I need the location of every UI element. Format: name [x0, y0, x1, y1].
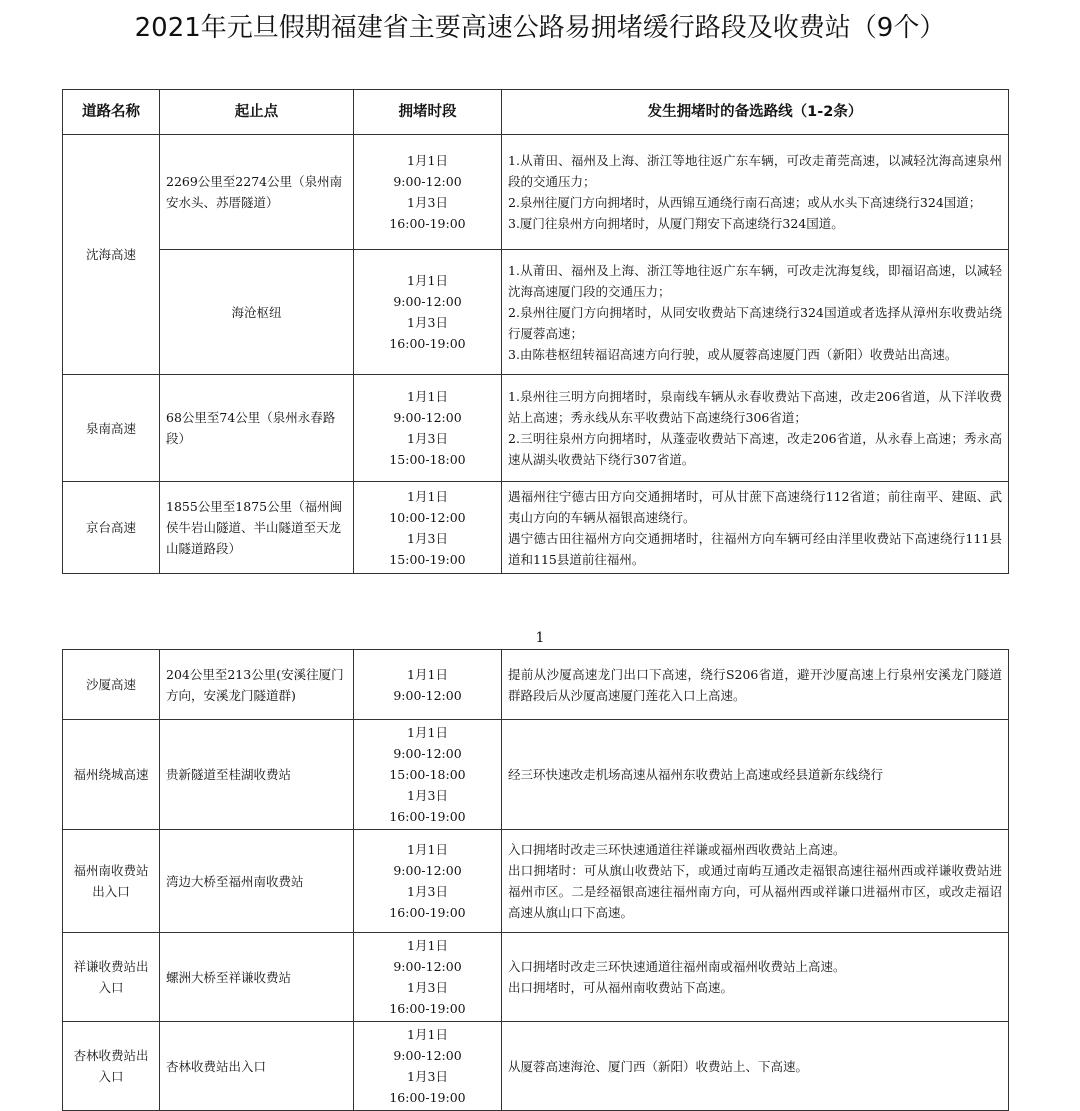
time-line: 9:00-12:00 [393, 294, 462, 309]
time-line: 1月1日 [407, 725, 448, 740]
time-line: 1月1日 [407, 389, 448, 404]
route-line: 2.泉州往厦门方向拥堵时，从西锦互通绕行南石高速；或从水头下高速绕行324国道； [508, 195, 982, 210]
table-row [63, 720, 1009, 830]
route-line: 入口拥堵时改走三环快速通道往祥谦或福州西收费站上高速。 [508, 842, 846, 857]
section-cell: 204公里至213公里(安溪往厦门方向，安溪龙门隧道群) [160, 650, 354, 720]
route-line: 提前从沙厦高速龙门出口下高速，绕行S206省道，避开沙厦高速上行泉州安溪龙门隧道群路段后从沙厦高速厦门莲花入口上高速。 [508, 666, 1002, 703]
time-line: 1月1日 [407, 1027, 448, 1042]
route-line: 经三环快速改走机场高速从福州东收费站上高速或经县道新东线绕行 [508, 767, 884, 782]
time-line: 1月1日 [407, 153, 448, 168]
road-name-cell: 祥谦收费站出入口 [63, 933, 160, 1022]
time-line: 1月1日 [407, 842, 448, 857]
time-line: 1月1日 [407, 938, 448, 953]
road-name-cell: 杏林收费站出入口 [63, 1022, 160, 1111]
alternate-route-cell [502, 830, 1009, 933]
alternate-route-cell [502, 482, 1009, 574]
alternate-route-cell [502, 375, 1009, 482]
time-line: 9:00-12:00 [393, 959, 462, 974]
time-line: 15:00-18:00 [389, 452, 466, 467]
time-line: 16:00-19:00 [389, 905, 466, 920]
time-line: 1月3日 [407, 530, 448, 546]
alternate-route-cell [502, 250, 1009, 375]
route-line: 从厦蓉高速海沧、厦门西（新阳）收费站上、下高速。 [508, 1058, 809, 1074]
alternate-route-cell [502, 650, 1009, 720]
header-road-name: 道路名称 [63, 90, 160, 135]
time-line: 1月1日 [407, 666, 448, 682]
road-name-cell: 泉南高速 [63, 375, 160, 482]
route-line: 2.三明往泉州方向拥堵时，从蓬壶收费站下高速，改走206省道，从永春上高速；秀永高速从湖头收费站下绕行307省道。 [508, 431, 1002, 467]
time-line: 16:00-19:00 [389, 1001, 466, 1016]
alternate-route-cell [502, 720, 1009, 830]
route-line: 3.由陈巷枢纽转福诏高速方向行驶，或从厦蓉高速厦门西（新阳）收费站出高速。 [508, 346, 958, 362]
time-line: 9:00-12:00 [393, 1048, 462, 1063]
table-row [63, 135, 1009, 250]
time-line: 9:00-12:00 [393, 746, 462, 761]
time-line: 1月3日 [407, 431, 448, 446]
time-line: 1月3日 [407, 195, 448, 210]
time-cell [354, 650, 502, 720]
time-line: 1月1日 [407, 273, 448, 288]
header-alternate-route: 发生拥堵时的备选路线（1-2条） [502, 90, 1009, 135]
route-line: 3.厦门往泉州方向拥堵时，从厦门翔安下高速绕行324国道。 [508, 216, 844, 231]
route-line: 1.从莆田、福州及上海、浙江等地往返广东车辆，可改走沈海复线，即福诏高速，以减轻沈海高速厦门段的交通压力； [508, 262, 1002, 299]
road-name-cell: 福州南收费站出入口 [63, 830, 160, 933]
table-header-row [63, 90, 1009, 135]
time-line: 16:00-19:00 [389, 809, 466, 824]
time-line: 15:00-18:00 [389, 767, 466, 782]
header-congestion-time: 拥堵时段 [354, 90, 502, 135]
section-cell: 海沧枢纽 [160, 250, 354, 375]
table-row [63, 830, 1009, 933]
congestion-table-part-2 [62, 649, 1009, 1111]
route-line: 2.泉州往厦门方向拥堵时，从同安收费站下高速绕行324国道或者选择从漳州东收费站绕行厦蓉高速； [508, 304, 1002, 341]
time-line: 1月3日 [407, 1069, 448, 1084]
time-line: 9:00-12:00 [393, 687, 462, 703]
route-line: 遇宁德古田往福州方向交通拥堵时，往福州方向车辆可经由洋里收费站下高速绕行111县道和115县道前往福州。 [508, 530, 1002, 567]
section-cell: 68公里至74公里（泉州永春路段） [160, 375, 354, 482]
time-cell [354, 1022, 502, 1111]
time-line: 9:00-12:00 [393, 410, 462, 425]
alternate-route-cell [502, 1022, 1009, 1111]
time-cell [354, 135, 502, 250]
section-cell: 1855公里至1875公里（福州闽侯牛岩山隧道、半山隧道至天龙山隧道路段） [160, 482, 354, 574]
time-line: 10:00-12:00 [389, 509, 466, 525]
road-name-cell: 沈海高速 [63, 135, 160, 375]
road-name-cell: 沙厦高速 [63, 650, 160, 720]
time-line: 16:00-19:00 [389, 1090, 466, 1105]
time-cell [354, 375, 502, 482]
table-row [63, 933, 1009, 1022]
table-row [63, 375, 1009, 482]
alternate-route-cell [502, 135, 1009, 250]
page-number: 1 [535, 630, 545, 646]
table-row [63, 650, 1009, 720]
time-line: 16:00-19:00 [389, 216, 466, 231]
table-row [63, 1022, 1009, 1111]
congestion-table-part-1 [62, 89, 1009, 574]
route-line: 入口拥堵时改走三环快速通道往福州南或福州收费站上高速。 [508, 959, 846, 974]
time-line: 15:00-19:00 [389, 551, 466, 567]
route-line: 出口拥堵时，可从福州南收费站下高速。 [508, 980, 734, 995]
time-line: 1月3日 [407, 788, 448, 803]
section-cell: 湾边大桥至福州南收费站 [160, 830, 354, 933]
time-line: 1月3日 [407, 884, 448, 899]
section-cell: 螺洲大桥至祥谦收费站 [160, 933, 354, 1022]
road-name-cell: 京台高速 [63, 482, 160, 574]
page-title: 2021年元旦假期福建省主要高速公路易拥堵缓行路段及收费站（9个） [134, 13, 946, 43]
time-line: 1月1日 [407, 488, 448, 504]
road-name-cell: 福州绕城高速 [63, 720, 160, 830]
alternate-route-cell [502, 933, 1009, 1022]
time-cell [354, 830, 502, 933]
time-cell [354, 720, 502, 830]
time-line: 9:00-12:00 [393, 174, 462, 189]
time-cell [354, 933, 502, 1022]
time-line: 1月3日 [407, 315, 448, 330]
time-line: 9:00-12:00 [393, 863, 462, 878]
header-section: 起止点 [160, 90, 354, 135]
section-cell: 2269公里至2274公里（泉州南安水头、苏厝隧道） [160, 135, 354, 250]
time-line: 16:00-19:00 [389, 336, 466, 351]
section-cell: 杏林收费站出入口 [160, 1022, 354, 1111]
table-row [63, 482, 1009, 574]
time-cell [354, 250, 502, 375]
route-line: 1.从莆田、福州及上海、浙江等地往返广东车辆，可改走莆莞高速，以减轻沈海高速泉州段的交通压力； [508, 153, 1002, 189]
route-line: 遇福州往宁德古田方向交通拥堵时，可从甘蔗下高速绕行112省道；前往南平、建瓯、武夷山方向的车辆从福银高速绕行。 [508, 488, 1002, 525]
time-cell [354, 482, 502, 574]
section-cell: 贵新隧道至桂湖收费站 [160, 720, 354, 830]
route-line: 1.泉州往三明方向拥堵时，泉南线车辆从永春收费站下高速，改走206省道，从下洋收费站上高速；秀永线从东平收费站下高速绕行306省道； [508, 389, 1002, 425]
route-line: 出口拥堵时：可从旗山收费站下，或通过南屿互通改走福银高速往福州西或祥谦收费站进福州市区。二是经福银高速往福州南方向，可从福州西或祥谦口进福州市区，或改走福诏高速从旗山口下高速。 [508, 863, 1002, 920]
time-line: 1月3日 [407, 980, 448, 995]
table-row [63, 250, 1009, 375]
